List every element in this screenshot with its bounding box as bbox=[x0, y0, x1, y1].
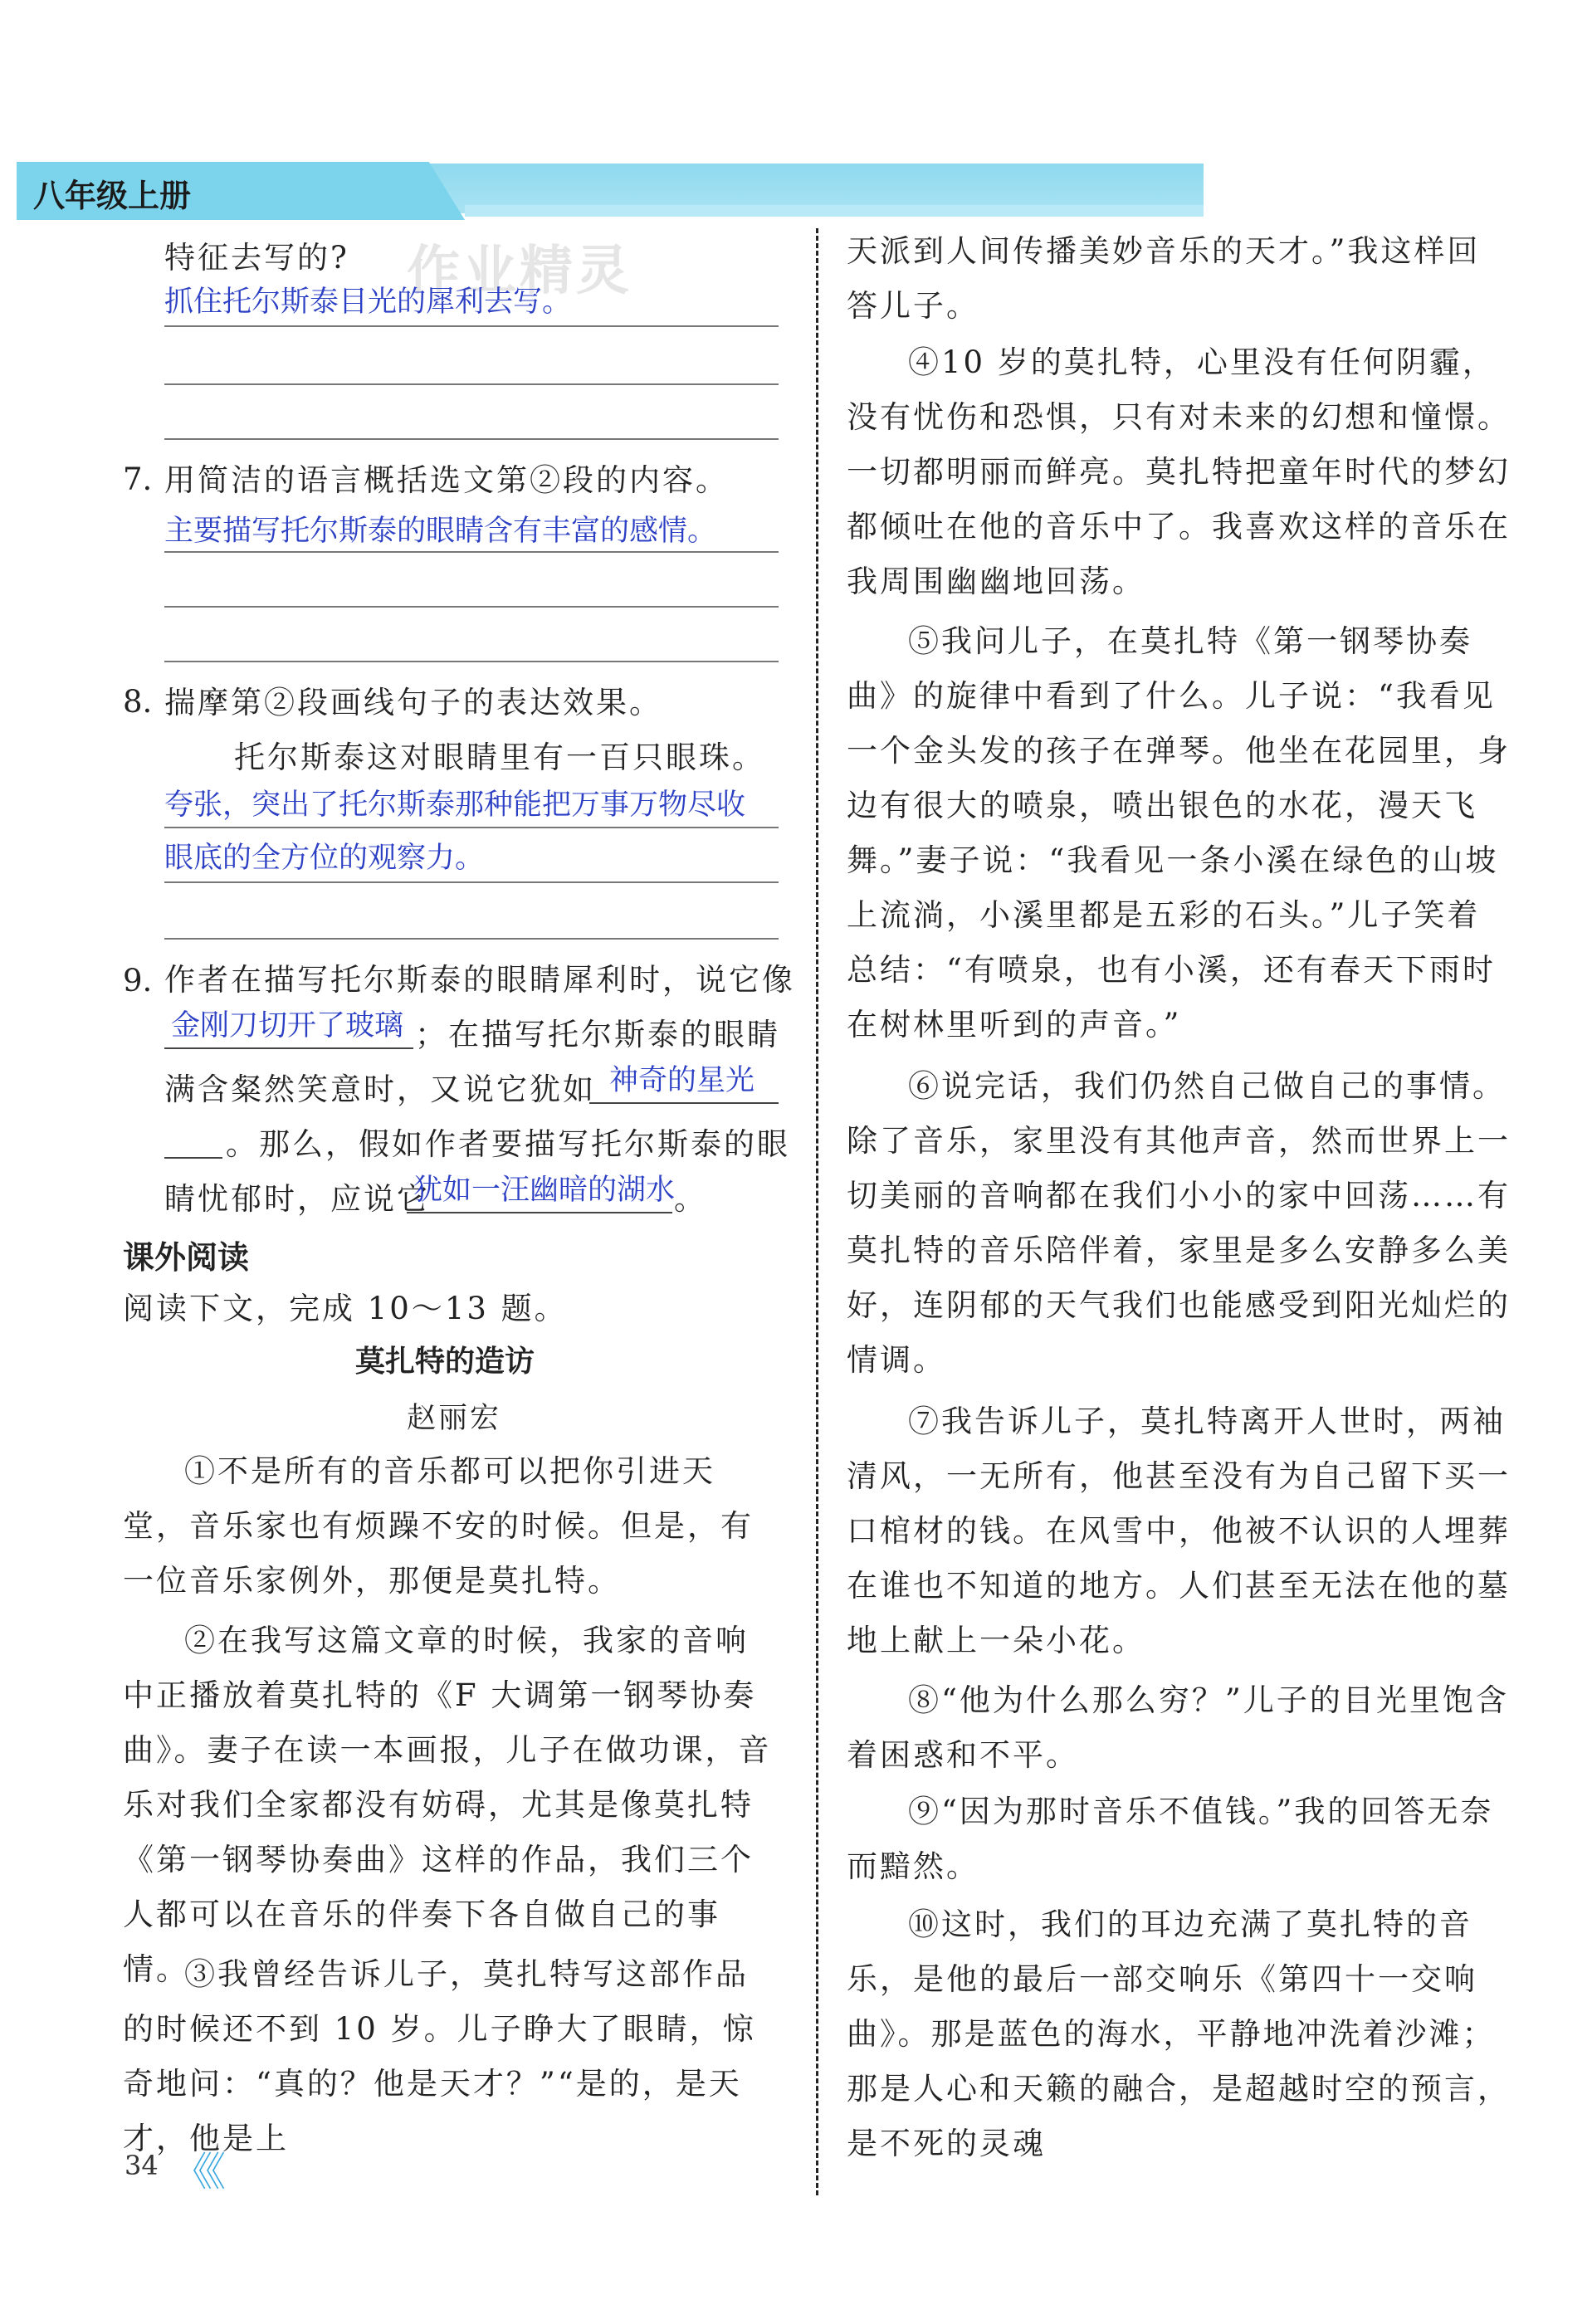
article-author: 赵丽宏 bbox=[407, 1402, 502, 1435]
answer-line bbox=[164, 438, 779, 440]
paragraph-10: ⑩这时，我们的耳边充满了莫扎特的音乐，是他的最后一部交响乐《第四十一交响曲》。那是蓝色的海水，平静地冲洗着沙滩；那是人心和天籁的融合，是超越时空的预言，是不死的灵魂 bbox=[847, 1907, 1511, 2161]
q9-blank2-answer: 神奇的星光 bbox=[609, 1064, 755, 1097]
paragraph-4: ④10 岁的莫扎特，心里没有任何阴霾，没有忧伤和恐惧，只有对未来的幻想和憧憬。一切都明丽而鲜亮。莫扎特把童年时代的梦幻都倾吐在他的音乐中了。我喜欢这样的音乐在我周围幽幽地回荡。 bbox=[847, 344, 1511, 599]
answer-line bbox=[164, 881, 779, 883]
answer-line bbox=[164, 827, 779, 828]
q8-question: 揣摩第②段画线句子的表达效果。 bbox=[164, 685, 662, 720]
blank-line bbox=[164, 1047, 413, 1049]
column-divider bbox=[816, 228, 818, 2195]
paragraph-2: ②在我写这篇文章的时候，我家的音响中正播放着莫扎特的《F 大调第一钢琴协奏曲》。妻子在读一本画报，儿子在做功课，音乐对我们全家都没有妨碍，尤其是像莫扎特《第一钢琴协奏曲》这样的作品，我们三个人都可以在音乐的伴奏下各自做自己的事情。 bbox=[123, 1623, 772, 1987]
q9-line1: 作者在描写托尔斯泰的眼睛犀利时，说它像 bbox=[164, 962, 795, 998]
q9-line5: 睛忧郁时，应说它 bbox=[164, 1181, 430, 1217]
chevron-left-icon: 《《 bbox=[173, 2149, 220, 2195]
article-title: 莫扎特的造访 bbox=[355, 1345, 535, 1379]
q9-blank1-answer: 金刚刀切开了玻璃 bbox=[171, 1009, 404, 1042]
paragraph-7: ⑦我告诉儿子，莫扎特离开人世时，两袖清风，一无所有，他甚至没有为自己留下买一口棺材的钱。在风雪中，他被不认识的人埋葬在谁也不知道的地方。人们甚至无法在他的墓地上献上一朵小花。 bbox=[847, 1404, 1511, 1658]
q9-number: 9. bbox=[123, 963, 153, 998]
blank-line bbox=[407, 1212, 672, 1213]
paragraph-6: ⑥说完话，我们仍然自己做自己的事情。除了音乐，家里没有其他声音，然而世界上一切美丽的音响都在我们小小的家中回荡……有莫扎特的音乐陪伴着，家里是多么安静多么美好，连阴郁的天气我们也能感受到阳光灿烂的情调。 bbox=[847, 1068, 1511, 1378]
paragraph-8: ⑧“他为什么那么穷？”儿子的目光里饱含着困惑和不平。 bbox=[847, 1682, 1509, 1773]
q9-end: 。 bbox=[674, 1181, 707, 1217]
answer-line bbox=[164, 938, 779, 940]
q7-answer: 主要描写托尔斯泰的眼睛含有丰富的感情。 bbox=[164, 515, 717, 548]
paragraph-1: ①不是所有的音乐都可以把你引进天堂，音乐家也有烦躁不安的时候。但是，有一位音乐家例外，那便是莫扎特。 bbox=[123, 1453, 754, 1599]
q8-number: 8. bbox=[123, 684, 153, 720]
q6-answer: 抓住托尔斯泰目光的犀利去写。 bbox=[164, 286, 572, 319]
answer-line bbox=[164, 551, 779, 553]
header-band-lower bbox=[465, 205, 1204, 217]
blank-line bbox=[589, 1102, 779, 1104]
paragraph-3: ③我曾经告诉儿子，莫扎特写这部作品的时候还不到 10 岁。儿子睁大了眼睛，惊奇地问：“真的？他是天才？”“是的，是天才，他是上 bbox=[123, 1956, 756, 2156]
answer-line bbox=[164, 661, 779, 662]
page-title: 八年级上册 bbox=[33, 178, 192, 214]
section-heading: 课外阅读 bbox=[123, 1239, 250, 1276]
watermark: 作业精灵 bbox=[407, 241, 632, 302]
q8-quote: 托尔斯泰这对眼睛里有一百只眼珠。 bbox=[234, 740, 765, 775]
paragraph-5: ⑤我问儿子，在莫扎特《第一钢琴协奏曲》的旋律中看到了什么。儿子说：“我看见一个金头发的孩子在弹琴。他坐在花园里，身边有很大的喷泉，喷出银色的水花，漫天飞舞。”妻子说：“我看见一条小溪在绿色的山坡上流淌，小溪里都是五彩的石头。”儿子笑着总结：“有喷泉，也有小溪，还有春天下雨时在树林里听到的声音。” bbox=[847, 623, 1511, 1042]
q8-answer-line1: 夸张，突出了托尔斯泰那种能把万事万物尽收 bbox=[164, 788, 746, 822]
q9-blank3-answer: 犹如一汪幽暗的湖水 bbox=[413, 1174, 676, 1207]
paragraph-9: ⑨“因为那时音乐不值钱。”我的回答无奈而黯然。 bbox=[847, 1794, 1494, 1884]
instruction: 阅读下文，完成 10～13 题。 bbox=[123, 1291, 568, 1326]
blank-line bbox=[164, 1157, 222, 1159]
answer-line bbox=[164, 606, 779, 608]
q8-answer-line2: 眼底的全方位的观察力。 bbox=[164, 842, 485, 875]
paragraph-3-continued: 天派到人间传播美妙音乐的天才。”我这样回答儿子。 bbox=[847, 233, 1481, 324]
q9-line3: 满含粲然笑意时，又说它犹如 bbox=[164, 1072, 596, 1107]
q9-line4: 。那么，假如作者要描写托尔斯泰的眼 bbox=[226, 1126, 790, 1162]
answer-line bbox=[164, 383, 779, 385]
page-number: 34 bbox=[125, 2150, 159, 2181]
q7-number: 7. bbox=[123, 461, 153, 497]
q6-tail: 特征去写的? bbox=[164, 240, 349, 276]
q9-line2: ；在描写托尔斯泰的眼睛 bbox=[415, 1017, 780, 1052]
q7-question: 用简洁的语言概括选文第②段的内容。 bbox=[164, 462, 729, 498]
answer-line bbox=[164, 325, 779, 327]
